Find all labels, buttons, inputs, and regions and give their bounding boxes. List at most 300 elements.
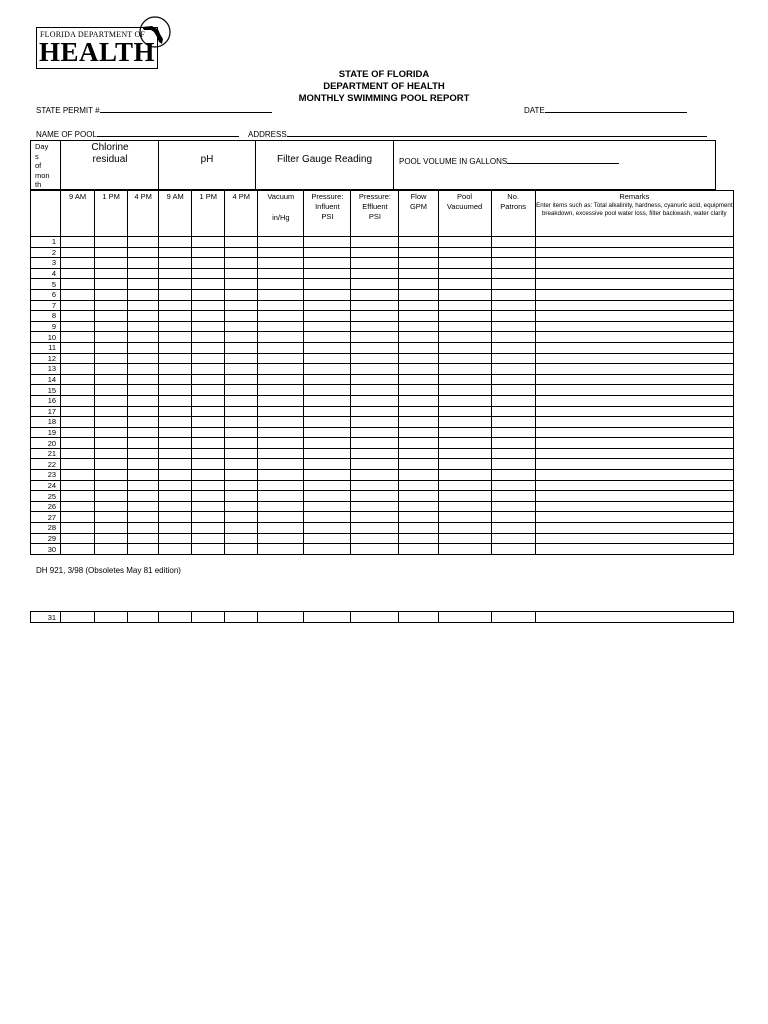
entry-cell[interactable] [192, 480, 225, 491]
entry-cell[interactable] [128, 268, 159, 279]
entry-cell[interactable] [159, 427, 192, 438]
entry-cell[interactable] [304, 279, 351, 290]
entry-cell[interactable] [95, 332, 128, 343]
entry-cell[interactable] [399, 448, 438, 459]
entry-cell[interactable] [304, 448, 351, 459]
entry-cell[interactable] [95, 279, 128, 290]
entry-cell[interactable] [258, 523, 304, 534]
entry-cell[interactable] [399, 300, 438, 311]
entry-cell[interactable] [535, 491, 733, 502]
entry-cell[interactable] [128, 279, 159, 290]
entry-cell[interactable] [399, 417, 438, 428]
entry-cell[interactable] [491, 438, 535, 449]
entry-cell[interactable] [258, 417, 304, 428]
entry-cell[interactable] [304, 427, 351, 438]
entry-cell[interactable] [128, 512, 159, 523]
entry-cell[interactable] [491, 321, 535, 332]
entry-cell[interactable] [192, 459, 225, 470]
entry-cell[interactable] [61, 279, 95, 290]
entry-cell[interactable] [225, 438, 258, 449]
entry-cell[interactable] [438, 321, 491, 332]
entry-cell[interactable] [258, 544, 304, 555]
entry-cell[interactable] [159, 459, 192, 470]
entry-cell[interactable] [225, 512, 258, 523]
entry-cell[interactable] [258, 300, 304, 311]
entry-cell[interactable] [128, 406, 159, 417]
entry-cell[interactable] [225, 321, 258, 332]
entry-cell[interactable] [225, 406, 258, 417]
entry-cell[interactable] [95, 501, 128, 512]
entry-cell[interactable] [304, 237, 351, 248]
entry-cell[interactable] [61, 406, 95, 417]
entry-cell[interactable] [351, 332, 399, 343]
entry-cell[interactable] [438, 385, 491, 396]
entry-cell[interactable] [128, 480, 159, 491]
entry-cell[interactable] [399, 395, 438, 406]
entry-cell[interactable] [535, 427, 733, 438]
entry-cell[interactable] [535, 311, 733, 322]
entry-cell[interactable] [304, 332, 351, 343]
entry-cell[interactable] [535, 470, 733, 481]
entry-cell[interactable] [258, 385, 304, 396]
pool-volume-field[interactable] [399, 155, 619, 166]
entry-cell[interactable] [61, 612, 95, 623]
entry-cell[interactable] [438, 289, 491, 300]
entry-cell[interactable] [192, 533, 225, 544]
entry-cell[interactable] [304, 459, 351, 470]
entry-cell[interactable] [61, 268, 95, 279]
entry-cell[interactable] [61, 470, 95, 481]
entry-cell[interactable] [192, 417, 225, 428]
entry-cell[interactable] [225, 491, 258, 502]
entry-cell[interactable] [438, 279, 491, 290]
entry-cell[interactable] [304, 311, 351, 322]
entry-cell[interactable] [128, 612, 159, 623]
entry-cell[interactable] [192, 395, 225, 406]
entry-cell[interactable] [159, 385, 192, 396]
entry-cell[interactable] [159, 289, 192, 300]
entry-cell[interactable] [399, 523, 438, 534]
entry-cell[interactable] [128, 289, 159, 300]
entry-cell[interactable] [351, 544, 399, 555]
entry-cell[interactable] [491, 612, 535, 623]
entry-cell[interactable] [159, 268, 192, 279]
entry-cell[interactable] [128, 247, 159, 258]
entry-cell[interactable] [159, 342, 192, 353]
entry-cell[interactable] [225, 501, 258, 512]
pool-name-line[interactable] [97, 128, 239, 137]
entry-cell[interactable] [351, 612, 399, 623]
address-line[interactable] [287, 128, 707, 137]
entry-cell[interactable] [225, 332, 258, 343]
entry-cell[interactable] [438, 258, 491, 269]
entry-cell[interactable] [351, 470, 399, 481]
entry-cell[interactable] [491, 279, 535, 290]
entry-cell[interactable] [399, 353, 438, 364]
entry-cell[interactable] [128, 470, 159, 481]
entry-cell[interactable] [351, 321, 399, 332]
entry-cell[interactable] [399, 491, 438, 502]
pool-volume-line[interactable] [507, 155, 619, 164]
entry-cell[interactable] [399, 385, 438, 396]
entry-cell[interactable] [535, 374, 733, 385]
entry-cell[interactable] [535, 321, 733, 332]
entry-cell[interactable] [192, 544, 225, 555]
entry-cell[interactable] [61, 374, 95, 385]
entry-cell[interactable] [128, 427, 159, 438]
entry-cell[interactable] [192, 289, 225, 300]
entry-cell[interactable] [535, 364, 733, 375]
entry-cell[interactable] [535, 279, 733, 290]
entry-cell[interactable] [399, 279, 438, 290]
entry-cell[interactable] [128, 311, 159, 322]
entry-cell[interactable] [192, 300, 225, 311]
entry-cell[interactable] [225, 448, 258, 459]
entry-cell[interactable] [258, 491, 304, 502]
entry-cell[interactable] [438, 342, 491, 353]
entry-cell[interactable] [438, 512, 491, 523]
entry-cell[interactable] [95, 523, 128, 534]
entry-cell[interactable] [95, 353, 128, 364]
entry-cell[interactable] [128, 491, 159, 502]
entry-cell[interactable] [95, 237, 128, 248]
entry-cell[interactable] [535, 258, 733, 269]
entry-cell[interactable] [304, 395, 351, 406]
entry-cell[interactable] [192, 612, 225, 623]
entry-cell[interactable] [225, 395, 258, 406]
entry-cell[interactable] [225, 612, 258, 623]
entry-cell[interactable] [351, 364, 399, 375]
entry-cell[interactable] [535, 448, 733, 459]
entry-cell[interactable] [399, 612, 438, 623]
entry-cell[interactable] [491, 406, 535, 417]
entry-cell[interactable] [351, 459, 399, 470]
state-permit-field[interactable] [36, 104, 272, 115]
entry-cell[interactable] [438, 237, 491, 248]
date-field[interactable] [524, 104, 687, 115]
entry-cell[interactable] [399, 406, 438, 417]
entry-cell[interactable] [351, 258, 399, 269]
entry-cell[interactable] [192, 258, 225, 269]
entry-cell[interactable] [258, 332, 304, 343]
entry-cell[interactable] [192, 364, 225, 375]
entry-cell[interactable] [491, 268, 535, 279]
entry-cell[interactable] [399, 332, 438, 343]
entry-cell[interactable] [128, 300, 159, 311]
entry-cell[interactable] [61, 311, 95, 322]
entry-cell[interactable] [95, 417, 128, 428]
entry-cell[interactable] [258, 342, 304, 353]
entry-cell[interactable] [399, 459, 438, 470]
entry-cell[interactable] [351, 427, 399, 438]
entry-cell[interactable] [304, 406, 351, 417]
entry-cell[interactable] [159, 247, 192, 258]
state-permit-line[interactable] [100, 104, 272, 113]
pool-name-field[interactable] [36, 128, 239, 139]
entry-cell[interactable] [192, 321, 225, 332]
entry-cell[interactable] [438, 438, 491, 449]
entry-cell[interactable] [535, 438, 733, 449]
entry-cell[interactable] [159, 512, 192, 523]
entry-cell[interactable] [128, 342, 159, 353]
entry-cell[interactable] [491, 459, 535, 470]
entry-cell[interactable] [535, 480, 733, 491]
entry-cell[interactable] [192, 342, 225, 353]
entry-cell[interactable] [159, 258, 192, 269]
entry-cell[interactable] [159, 448, 192, 459]
entry-cell[interactable] [304, 523, 351, 534]
entry-cell[interactable] [95, 544, 128, 555]
entry-cell[interactable] [351, 342, 399, 353]
entry-cell[interactable] [491, 544, 535, 555]
entry-cell[interactable] [491, 470, 535, 481]
entry-cell[interactable] [351, 311, 399, 322]
entry-cell[interactable] [128, 364, 159, 375]
entry-cell[interactable] [535, 385, 733, 396]
entry-cell[interactable] [304, 289, 351, 300]
entry-cell[interactable] [95, 470, 128, 481]
entry-cell[interactable] [399, 427, 438, 438]
entry-cell[interactable] [258, 406, 304, 417]
entry-cell[interactable] [535, 533, 733, 544]
entry-cell[interactable] [192, 470, 225, 481]
entry-cell[interactable] [128, 459, 159, 470]
entry-cell[interactable] [61, 289, 95, 300]
entry-cell[interactable] [95, 258, 128, 269]
entry-cell[interactable] [438, 470, 491, 481]
entry-cell[interactable] [258, 258, 304, 269]
entry-cell[interactable] [399, 374, 438, 385]
entry-cell[interactable] [225, 258, 258, 269]
entry-cell[interactable] [491, 332, 535, 343]
entry-cell[interactable] [258, 268, 304, 279]
entry-cell[interactable] [438, 332, 491, 343]
entry-cell[interactable] [192, 427, 225, 438]
entry-cell[interactable] [438, 491, 491, 502]
entry-cell[interactable] [192, 491, 225, 502]
entry-cell[interactable] [491, 247, 535, 258]
entry-cell[interactable] [128, 417, 159, 428]
entry-cell[interactable] [61, 459, 95, 470]
entry-cell[interactable] [438, 523, 491, 534]
entry-cell[interactable] [159, 470, 192, 481]
entry-cell[interactable] [258, 321, 304, 332]
entry-cell[interactable] [61, 364, 95, 375]
entry-cell[interactable] [95, 438, 128, 449]
entry-cell[interactable] [438, 300, 491, 311]
entry-cell[interactable] [159, 406, 192, 417]
entry-cell[interactable] [304, 417, 351, 428]
entry-cell[interactable] [399, 289, 438, 300]
entry-cell[interactable] [159, 438, 192, 449]
entry-cell[interactable] [95, 427, 128, 438]
entry-cell[interactable] [95, 395, 128, 406]
entry-cell[interactable] [399, 311, 438, 322]
entry-cell[interactable] [225, 364, 258, 375]
entry-cell[interactable] [491, 491, 535, 502]
entry-cell[interactable] [192, 374, 225, 385]
entry-cell[interactable] [225, 533, 258, 544]
entry-cell[interactable] [159, 237, 192, 248]
entry-cell[interactable] [399, 321, 438, 332]
entry-cell[interactable] [438, 247, 491, 258]
entry-cell[interactable] [192, 385, 225, 396]
entry-cell[interactable] [192, 237, 225, 248]
entry-cell[interactable] [95, 385, 128, 396]
entry-cell[interactable] [351, 406, 399, 417]
entry-cell[interactable] [491, 353, 535, 364]
entry-cell[interactable] [304, 512, 351, 523]
entry-cell[interactable] [128, 374, 159, 385]
entry-cell[interactable] [304, 533, 351, 544]
entry-cell[interactable] [399, 544, 438, 555]
entry-cell[interactable] [128, 438, 159, 449]
entry-cell[interactable] [351, 237, 399, 248]
entry-cell[interactable] [192, 279, 225, 290]
entry-cell[interactable] [225, 417, 258, 428]
entry-cell[interactable] [351, 438, 399, 449]
entry-cell[interactable] [535, 395, 733, 406]
entry-cell[interactable] [399, 512, 438, 523]
entry-cell[interactable] [399, 247, 438, 258]
entry-cell[interactable] [61, 448, 95, 459]
entry-cell[interactable] [438, 459, 491, 470]
entry-cell[interactable] [159, 332, 192, 343]
entry-cell[interactable] [351, 417, 399, 428]
entry-cell[interactable] [159, 501, 192, 512]
entry-cell[interactable] [491, 501, 535, 512]
entry-cell[interactable] [225, 480, 258, 491]
entry-cell[interactable] [61, 480, 95, 491]
entry-cell[interactable] [258, 448, 304, 459]
entry-cell[interactable] [535, 332, 733, 343]
entry-cell[interactable] [351, 385, 399, 396]
entry-cell[interactable] [258, 470, 304, 481]
entry-cell[interactable] [438, 448, 491, 459]
entry-cell[interactable] [192, 353, 225, 364]
entry-cell[interactable] [192, 268, 225, 279]
entry-cell[interactable] [159, 300, 192, 311]
entry-cell[interactable] [95, 406, 128, 417]
entry-cell[interactable] [61, 237, 95, 248]
entry-cell[interactable] [351, 374, 399, 385]
entry-cell[interactable] [351, 480, 399, 491]
entry-cell[interactable] [159, 612, 192, 623]
entry-cell[interactable] [95, 321, 128, 332]
entry-cell[interactable] [438, 364, 491, 375]
entry-cell[interactable] [491, 533, 535, 544]
entry-cell[interactable] [128, 523, 159, 534]
entry-cell[interactable] [258, 279, 304, 290]
entry-cell[interactable] [304, 342, 351, 353]
entry-cell[interactable] [304, 612, 351, 623]
entry-cell[interactable] [535, 342, 733, 353]
entry-cell[interactable] [351, 491, 399, 502]
entry-cell[interactable] [351, 353, 399, 364]
entry-cell[interactable] [225, 459, 258, 470]
entry-cell[interactable] [304, 321, 351, 332]
entry-cell[interactable] [535, 353, 733, 364]
entry-cell[interactable] [438, 395, 491, 406]
entry-cell[interactable] [351, 533, 399, 544]
entry-cell[interactable] [61, 353, 95, 364]
entry-cell[interactable] [128, 353, 159, 364]
entry-cell[interactable] [491, 289, 535, 300]
entry-cell[interactable] [304, 300, 351, 311]
entry-cell[interactable] [95, 459, 128, 470]
entry-cell[interactable] [535, 459, 733, 470]
entry-cell[interactable] [399, 268, 438, 279]
entry-cell[interactable] [491, 427, 535, 438]
entry-cell[interactable] [304, 438, 351, 449]
entry-cell[interactable] [535, 612, 733, 623]
entry-cell[interactable] [159, 533, 192, 544]
entry-cell[interactable] [399, 237, 438, 248]
entry-cell[interactable] [438, 427, 491, 438]
entry-cell[interactable] [438, 374, 491, 385]
entry-cell[interactable] [258, 395, 304, 406]
entry-cell[interactable] [95, 289, 128, 300]
entry-cell[interactable] [159, 480, 192, 491]
entry-cell[interactable] [192, 523, 225, 534]
entry-cell[interactable] [438, 406, 491, 417]
entry-cell[interactable] [399, 364, 438, 375]
entry-cell[interactable] [225, 342, 258, 353]
entry-cell[interactable] [399, 501, 438, 512]
entry-cell[interactable] [95, 268, 128, 279]
entry-cell[interactable] [438, 501, 491, 512]
entry-cell[interactable] [95, 612, 128, 623]
entry-cell[interactable] [225, 268, 258, 279]
entry-cell[interactable] [258, 501, 304, 512]
entry-cell[interactable] [351, 268, 399, 279]
entry-cell[interactable] [128, 501, 159, 512]
entry-cell[interactable] [399, 258, 438, 269]
entry-cell[interactable] [61, 321, 95, 332]
entry-cell[interactable] [95, 533, 128, 544]
entry-cell[interactable] [535, 512, 733, 523]
entry-cell[interactable] [535, 501, 733, 512]
entry-cell[interactable] [304, 374, 351, 385]
entry-cell[interactable] [491, 258, 535, 269]
entry-cell[interactable] [491, 300, 535, 311]
entry-cell[interactable] [399, 342, 438, 353]
entry-cell[interactable] [61, 512, 95, 523]
entry-cell[interactable] [61, 523, 95, 534]
entry-cell[interactable] [95, 491, 128, 502]
entry-cell[interactable] [128, 237, 159, 248]
entry-cell[interactable] [159, 417, 192, 428]
entry-cell[interactable] [95, 512, 128, 523]
entry-cell[interactable] [258, 364, 304, 375]
entry-cell[interactable] [304, 268, 351, 279]
entry-cell[interactable] [258, 438, 304, 449]
entry-cell[interactable] [258, 237, 304, 248]
entry-cell[interactable] [192, 406, 225, 417]
entry-cell[interactable] [491, 395, 535, 406]
entry-cell[interactable] [225, 237, 258, 248]
entry-cell[interactable] [351, 289, 399, 300]
entry-cell[interactable] [258, 374, 304, 385]
entry-cell[interactable] [159, 544, 192, 555]
entry-cell[interactable] [535, 544, 733, 555]
entry-cell[interactable] [225, 374, 258, 385]
entry-cell[interactable] [258, 289, 304, 300]
entry-cell[interactable] [304, 501, 351, 512]
entry-cell[interactable] [61, 544, 95, 555]
entry-cell[interactable] [304, 364, 351, 375]
entry-cell[interactable] [61, 258, 95, 269]
